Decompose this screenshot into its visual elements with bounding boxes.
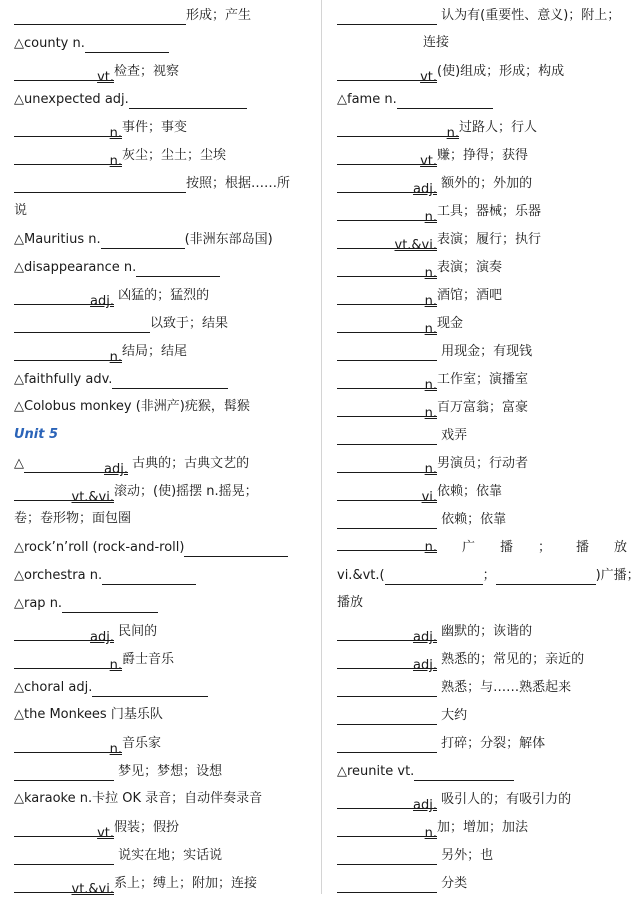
definition: 说实在地；实话说 — [114, 848, 223, 863]
answer-blank[interactable] — [14, 762, 114, 781]
answer-blank[interactable] — [337, 454, 437, 477]
vocab-entry — [337, 756, 627, 784]
vocab-entry — [14, 728, 316, 756]
vocab-entry — [337, 0, 627, 28]
answer-blank[interactable] — [184, 538, 288, 557]
vocab-entry — [14, 812, 316, 840]
answer-blank[interactable] — [92, 678, 208, 697]
part-of-speech: n. — [109, 154, 122, 169]
part-of-speech: n. — [424, 462, 437, 477]
definition: 吸引人的；有吸引力的 — [437, 792, 572, 807]
vocab-entry — [337, 532, 627, 560]
answer-blank[interactable] — [337, 678, 437, 697]
answer-blank[interactable] — [14, 846, 114, 865]
vocab-entry — [14, 140, 316, 168]
answer-blank[interactable] — [337, 706, 437, 725]
definition: 滚动；(使)摇摆 n.摇晃； — [114, 484, 258, 499]
vocab-entry — [337, 364, 627, 392]
vocab-entry — [337, 560, 640, 588]
entry-prefix: △reunite vt. — [337, 764, 415, 779]
vocab-entry — [14, 588, 316, 616]
answer-blank[interactable] — [337, 790, 437, 813]
part-of-speech: n. — [424, 826, 437, 841]
definition: )广播； — [595, 568, 640, 583]
vocab-entry — [14, 336, 316, 364]
entry-prefix: vi.&vt.( — [337, 568, 385, 583]
answer-blank[interactable] — [337, 426, 437, 445]
vocab-entry — [337, 700, 627, 728]
definition: 依赖；依靠 — [437, 512, 507, 527]
part-of-speech: n. — [424, 266, 437, 281]
answer-blank[interactable] — [496, 566, 596, 585]
part-of-speech: adj. — [90, 630, 114, 645]
vocab-entry — [337, 168, 627, 196]
vocab-entry — [337, 28, 627, 56]
answer-blank[interactable] — [14, 118, 122, 141]
answer-blank[interactable] — [337, 202, 437, 225]
answer-blank[interactable] — [14, 874, 114, 897]
answer-blank[interactable] — [14, 650, 122, 673]
definition-char: ； — [537, 540, 551, 555]
answer-blank[interactable] — [337, 6, 437, 25]
vocab-entry — [337, 672, 627, 700]
entry-text: △the Monkees 门基乐队 — [14, 707, 163, 722]
vocab-entry — [14, 700, 316, 728]
separator: ； — [482, 568, 496, 583]
definition: 熟悉的；常见的；亲近的 — [437, 652, 585, 667]
column-divider — [321, 0, 322, 894]
vocab-entry — [337, 224, 627, 252]
answer-blank[interactable] — [337, 874, 437, 893]
entry-prefix: △orchestra n. — [14, 568, 103, 583]
unit-heading: Unit 5 — [14, 427, 59, 442]
entry-prefix: △faithfully adv. — [14, 372, 113, 387]
definition: 大约 — [437, 708, 468, 723]
entry-text: △Colobus monkey (非洲产)疣猴，髯猴 — [14, 399, 250, 414]
definition: 爵士音乐 — [122, 652, 175, 667]
answer-blank[interactable] — [337, 846, 437, 865]
definition: 另外；也 — [437, 848, 494, 863]
answer-blank[interactable] — [337, 146, 437, 169]
definition: 古典的；古典文艺的 — [128, 456, 250, 471]
entry-text: 说 — [14, 203, 28, 218]
vocab-entry — [337, 812, 627, 840]
vocab-entry — [14, 868, 316, 896]
answer-blank[interactable] — [112, 370, 228, 389]
definition: 幽默的；诙谐的 — [437, 624, 533, 639]
entry-prefix: △unexpected adj. — [14, 92, 129, 107]
vocab-entry — [337, 252, 627, 280]
answer-blank[interactable] — [397, 90, 493, 109]
definition: 事件；事变 — [122, 120, 188, 135]
vocab-entry — [337, 196, 627, 224]
answer-blank[interactable] — [414, 762, 514, 781]
definition: 表演；演奏 — [437, 260, 503, 275]
part-of-speech: adj. — [413, 630, 437, 645]
definition: 依赖；依靠 — [437, 484, 503, 499]
answer-blank[interactable] — [337, 286, 437, 309]
answer-blank[interactable] — [337, 510, 437, 529]
answer-blank[interactable] — [337, 818, 437, 841]
vocab-entry — [337, 56, 627, 84]
part-of-speech: vt. — [97, 70, 114, 85]
part-of-speech: adj. — [90, 294, 114, 309]
answer-blank[interactable] — [337, 118, 459, 141]
part-of-speech: n. — [424, 378, 437, 393]
definition: 百万富翁；富豪 — [437, 400, 529, 415]
answer-blank[interactable] — [14, 146, 122, 169]
answer-blank[interactable] — [337, 62, 437, 85]
definition: 灰尘；尘土；尘埃 — [122, 148, 227, 163]
part-of-speech: vt.&vi. — [71, 490, 114, 505]
definition: 过路人；行人 — [459, 120, 538, 135]
definition: 工具；器械；乐器 — [437, 204, 542, 219]
entry-prefix: △choral adj. — [14, 680, 93, 695]
vocab-entry — [337, 840, 627, 868]
vocab-entry — [14, 0, 316, 28]
answer-blank[interactable] — [337, 532, 437, 555]
vocab-entry — [337, 112, 627, 140]
answer-blank[interactable] — [337, 258, 437, 281]
answer-blank[interactable] — [14, 818, 114, 841]
definition: 形成；产生 — [186, 8, 252, 23]
definition: 戏弄 — [437, 428, 468, 443]
answer-blank[interactable] — [337, 622, 437, 645]
definition: 凶猛的；猛烈的 — [114, 288, 210, 303]
definition-char: 播 — [499, 540, 513, 555]
answer-blank[interactable] — [337, 314, 437, 337]
definition: 梦见；梦想；设想 — [114, 764, 223, 779]
part-of-speech: n. — [424, 322, 437, 337]
definition: 额外的；外加的 — [437, 176, 533, 191]
vocab-entry — [14, 308, 316, 336]
definition: 熟悉；与……熟悉起来 — [437, 680, 572, 695]
vocab-entry — [337, 504, 627, 532]
vocab-entry — [14, 56, 316, 84]
answer-blank[interactable] — [85, 34, 169, 53]
vocab-entry — [337, 644, 627, 672]
answer-blank[interactable] — [14, 6, 186, 25]
vocab-entry — [14, 532, 316, 560]
vocab-entry — [14, 644, 316, 672]
part-of-speech: adj. — [104, 462, 128, 477]
answer-blank[interactable] — [14, 734, 122, 757]
entry-prefix: △county n. — [14, 36, 85, 51]
vocab-entry — [14, 392, 316, 420]
definition: 假装；假扮 — [114, 820, 180, 835]
answer-blank[interactable] — [14, 62, 114, 85]
answer-blank[interactable] — [337, 482, 437, 505]
answer-blank[interactable] — [14, 342, 122, 365]
part-of-speech: n. — [424, 210, 437, 225]
definition: 酒馆；酒吧 — [437, 288, 503, 303]
vocab-entry — [14, 476, 316, 504]
definition: 按照；根据……所 — [186, 176, 291, 191]
part-of-speech: adj. — [413, 798, 437, 813]
vocab-entry — [14, 84, 316, 112]
vocab-entry — [14, 616, 316, 644]
definition: 系上；缚上；附加；连接 — [114, 876, 258, 891]
answer-blank[interactable] — [102, 566, 196, 585]
vocab-entry — [14, 840, 316, 868]
vocab-entry — [14, 224, 316, 252]
answer-blank[interactable] — [24, 454, 128, 477]
definition-char: 广 — [461, 540, 475, 555]
left-column — [14, 0, 316, 896]
vocab-entry — [337, 280, 627, 308]
vocab-entry — [337, 392, 627, 420]
part-of-speech: n. — [109, 742, 122, 757]
part-of-speech: n. — [424, 540, 437, 555]
entry-prefix: △rap n. — [14, 596, 63, 611]
entry-text: 连接 — [423, 35, 450, 50]
vocab-entry — [14, 420, 316, 448]
vocab-entry — [337, 616, 627, 644]
definition: 现金 — [437, 316, 464, 331]
answer-blank[interactable] — [337, 398, 437, 421]
vocab-entry — [337, 420, 627, 448]
vocab-entry — [14, 28, 316, 56]
vocab-entry — [337, 588, 627, 616]
part-of-speech: vi. — [421, 490, 437, 505]
vocab-entry — [14, 756, 316, 784]
definition: 音乐家 — [122, 736, 162, 751]
entry-text: 卷；卷形物；面包圈 — [14, 511, 132, 526]
vocab-entry — [14, 672, 316, 700]
part-of-speech: vt. — [97, 826, 114, 841]
definition: 民间的 — [114, 624, 158, 639]
part-of-speech: n. — [109, 350, 122, 365]
definition: 结局；结尾 — [122, 344, 188, 359]
answer-blank[interactable] — [337, 230, 437, 253]
definition: 工作室；演播室 — [437, 372, 529, 387]
answer-blank[interactable] — [14, 622, 114, 645]
definition: (使)组成；形成；构成 — [437, 64, 565, 79]
answer-blank[interactable] — [14, 286, 114, 309]
definition: 认为有(重要性、意义)；附上； — [437, 8, 621, 23]
answer-blank[interactable] — [337, 734, 437, 753]
part-of-speech: vt.&vi. — [71, 882, 114, 897]
definition-char: 播 — [575, 540, 589, 555]
vocab-entry — [14, 196, 316, 224]
vocab-entry — [14, 784, 316, 812]
entry-prefix: △Mauritius n. — [14, 232, 101, 247]
entry-prefix: △rock’n’roll (rock-and-roll) — [14, 540, 185, 555]
answer-blank[interactable] — [14, 174, 186, 193]
answer-blank[interactable] — [62, 594, 158, 613]
part-of-speech: n. — [446, 126, 459, 141]
vocab-entry — [14, 252, 316, 280]
vocab-entry — [14, 560, 316, 588]
vocab-entry — [14, 112, 316, 140]
part-of-speech: adj. — [413, 182, 437, 197]
vocab-entry — [337, 336, 627, 364]
entry-prefix: △disappearance n. — [14, 260, 137, 275]
definition: 男演员；行动者 — [437, 456, 529, 471]
part-of-speech: n. — [109, 658, 122, 673]
definition: 表演；履行；执行 — [437, 232, 542, 247]
vocab-entry — [337, 140, 627, 168]
answer-blank[interactable] — [136, 258, 220, 277]
part-of-speech: n. — [109, 126, 122, 141]
part-of-speech: n. — [424, 406, 437, 421]
definition: 用现金；有现钱 — [437, 344, 533, 359]
answer-blank[interactable] — [129, 90, 247, 109]
entry-text: △karaoke n.卡拉 OK 录音；自动伴奏录音 — [14, 791, 263, 806]
vocab-entry — [14, 280, 316, 308]
vocab-entry — [337, 476, 627, 504]
vocab-entry — [337, 308, 627, 336]
answer-blank[interactable] — [337, 174, 437, 197]
vocab-entry — [14, 364, 316, 392]
vocab-entry — [14, 448, 316, 476]
vocab-entry — [14, 168, 316, 196]
answer-blank[interactable] — [337, 650, 437, 673]
vocab-entry — [337, 784, 627, 812]
definition: 赚；挣得；获得 — [437, 148, 529, 163]
vocab-entry — [337, 728, 627, 756]
part-of-speech: vt. — [420, 154, 437, 169]
answer-blank[interactable] — [337, 342, 437, 361]
part-of-speech: vt. — [420, 70, 437, 85]
part-of-speech: vt.&vi. — [394, 238, 437, 253]
definition: 检查；视察 — [114, 64, 180, 79]
answer-blank[interactable] — [101, 230, 185, 249]
vocab-entry — [337, 448, 627, 476]
right-column — [337, 0, 640, 896]
definition: 打碎；分裂；解体 — [437, 736, 546, 751]
entry-prefix: △fame n. — [337, 92, 397, 107]
entry-text: 播放 — [337, 595, 364, 610]
answer-blank[interactable] — [14, 482, 114, 505]
definition: 分类 — [437, 876, 468, 891]
answer-blank[interactable] — [385, 566, 483, 585]
definition: (非洲东部岛国) — [184, 232, 273, 247]
definition: 加；增加；加法 — [437, 820, 529, 835]
part-of-speech: n. — [424, 294, 437, 309]
part-of-speech: adj. — [413, 658, 437, 673]
vocab-entry — [337, 84, 627, 112]
answer-blank[interactable] — [14, 314, 150, 333]
entry-prefix: △ — [14, 456, 24, 471]
answer-blank[interactable] — [337, 370, 437, 393]
definition-char: 放 — [613, 540, 627, 555]
vocab-entry — [337, 868, 627, 896]
definition: 以致于；结果 — [150, 316, 229, 331]
vocab-entry — [14, 504, 316, 532]
